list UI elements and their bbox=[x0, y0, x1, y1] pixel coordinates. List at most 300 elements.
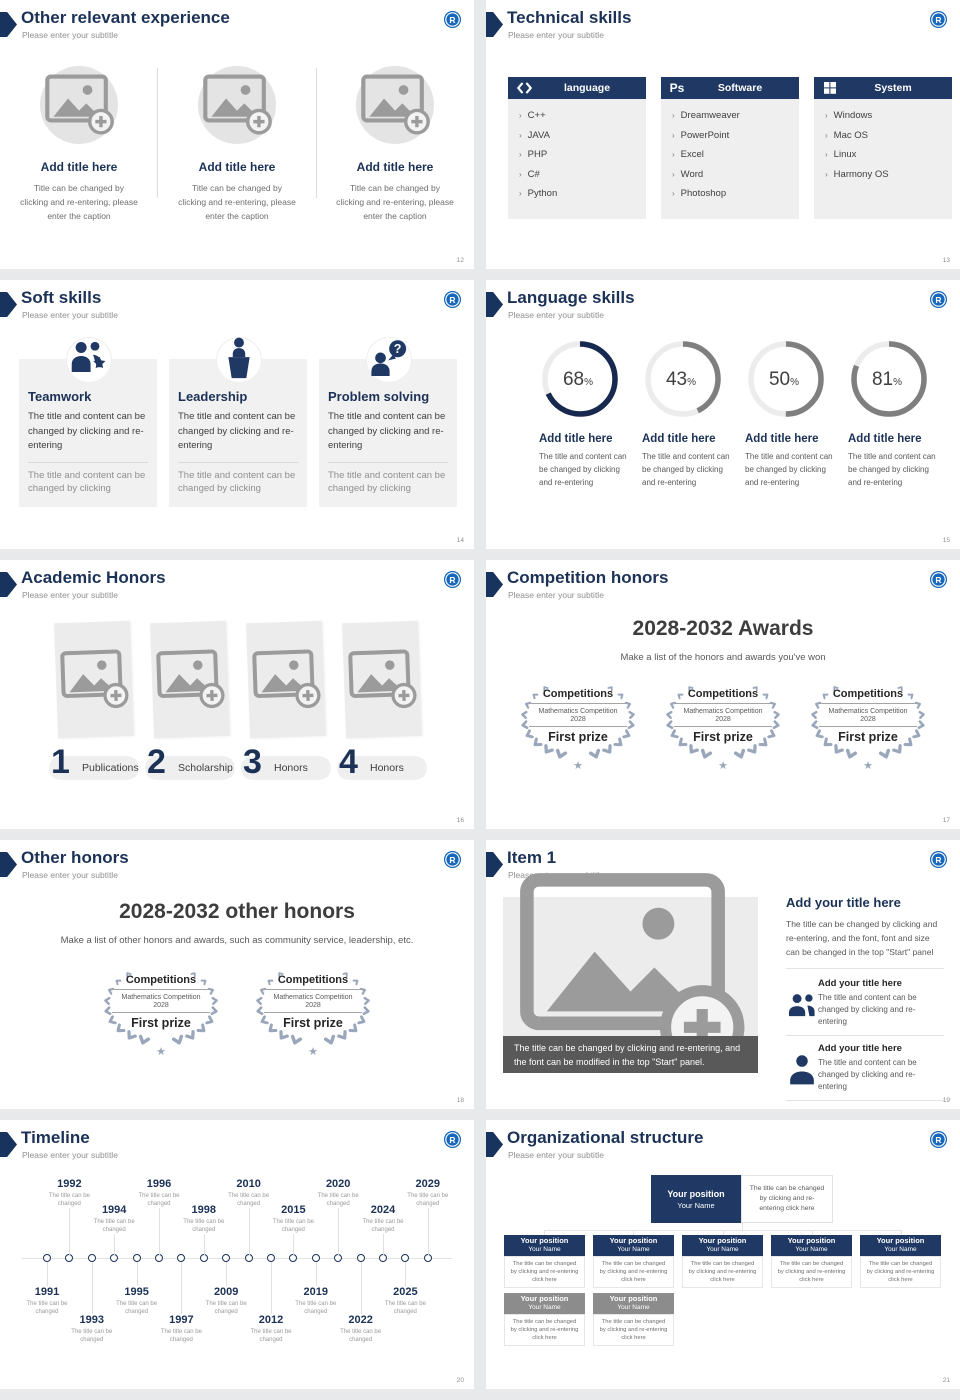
timeline bbox=[22, 1168, 452, 1380]
title-arrow-icon bbox=[486, 572, 503, 597]
timeline-dot bbox=[177, 1254, 185, 1262]
badge-texts bbox=[674, 688, 772, 744]
badge-prize: First prize bbox=[283, 1016, 343, 1030]
skill-column bbox=[814, 77, 952, 219]
card-icon-circle bbox=[216, 337, 262, 383]
list-item-label: Dreamweaver bbox=[680, 110, 740, 121]
bullet-icon: › bbox=[519, 150, 522, 159]
timeline-year: 1996 bbox=[146, 1178, 172, 1190]
org-name-label: Your Name bbox=[706, 1246, 739, 1254]
feature-item bbox=[786, 978, 944, 1028]
slide-technical-skills[interactable] bbox=[486, 0, 960, 269]
title-arrow-icon bbox=[486, 852, 503, 877]
svg-text:43%: 43% bbox=[665, 369, 696, 390]
feature-texts bbox=[818, 978, 944, 1028]
title-arrow-icon bbox=[0, 852, 17, 877]
badge-year: 2028 bbox=[529, 716, 627, 727]
list-item-label: Excel bbox=[680, 149, 704, 160]
image-placeholder[interactable] bbox=[503, 897, 758, 1036]
list-item-label: Mac OS bbox=[833, 129, 868, 141]
page-number: 19 bbox=[942, 1097, 950, 1104]
card-title: Problem solving bbox=[328, 389, 430, 404]
org-name-label: Your Name bbox=[795, 1246, 828, 1254]
bullet-icon: › bbox=[825, 169, 828, 179]
donut-chart bbox=[731, 338, 834, 489]
card-icon bbox=[217, 336, 261, 385]
badge-year: 2028 bbox=[674, 716, 772, 727]
bullet-icon: › bbox=[672, 111, 675, 120]
donut-chart bbox=[834, 338, 937, 489]
feature-icon bbox=[786, 978, 818, 1028]
timeline-dot bbox=[133, 1254, 141, 1262]
badge-label: Competitions bbox=[529, 688, 627, 704]
svg-text:50%: 50% bbox=[768, 369, 799, 390]
item-caption: Title can be changed by clicking and re-entering, please enter the caption bbox=[336, 183, 454, 221]
badge-prize: First prize bbox=[838, 730, 898, 744]
slide-subtitle: Please enter your subtitle bbox=[508, 310, 604, 320]
image-placeholder-icon bbox=[198, 68, 276, 141]
honor-number: 1 bbox=[51, 743, 70, 781]
image-placeholder-icon bbox=[40, 68, 118, 141]
timeline-caption: The title can be changed bbox=[228, 1193, 270, 1207]
card-icon-circle bbox=[66, 337, 112, 383]
timeline-caption: The title can be changed bbox=[116, 1301, 158, 1315]
timeline-event bbox=[87, 1204, 141, 1234]
card-text-secondary: The title and content can be changed by clicking bbox=[178, 469, 296, 494]
brand-logo: R bbox=[930, 1131, 947, 1148]
donut-chart bbox=[628, 338, 731, 489]
divider bbox=[786, 1100, 944, 1101]
slide-timeline[interactable] bbox=[0, 1120, 474, 1389]
badge-year: 2028 bbox=[819, 716, 917, 727]
svg-text:?: ? bbox=[393, 341, 402, 356]
org-position-label: Your position bbox=[520, 1235, 569, 1245]
org-box-body: The title can be changed by clicking and re-entering click here bbox=[504, 1314, 585, 1346]
org-box-body: The title can be changed by clicking and re-entering click here bbox=[504, 1256, 585, 1288]
org-box bbox=[771, 1235, 852, 1288]
honor-label bbox=[241, 743, 331, 781]
org-box-header bbox=[682, 1235, 763, 1256]
timeline-axis bbox=[22, 1258, 452, 1259]
image-placeholder-icon bbox=[151, 642, 229, 716]
badge-prize: First prize bbox=[693, 730, 753, 744]
donut-title: Add title here bbox=[642, 433, 716, 445]
item-title: Add title here bbox=[356, 160, 434, 174]
slide-subtitle: Please enter your subtitle bbox=[22, 590, 118, 600]
feature-item bbox=[786, 1043, 944, 1093]
org-box-header bbox=[860, 1235, 941, 1256]
bullet-icon: › bbox=[672, 169, 675, 179]
timeline-year: 1992 bbox=[57, 1178, 82, 1190]
svg-text:★: ★ bbox=[156, 1046, 166, 1058]
bullet-icon: › bbox=[672, 150, 675, 159]
org-box bbox=[504, 1235, 585, 1288]
image-placeholder-icon bbox=[247, 642, 325, 716]
brand-logo: R bbox=[444, 11, 461, 28]
slide-academic-honors[interactable] bbox=[0, 560, 474, 829]
soft-skill-cards bbox=[19, 337, 457, 507]
slide-item-1[interactable] bbox=[486, 840, 960, 1109]
column-list bbox=[508, 99, 646, 219]
page-number: 15 bbox=[942, 537, 950, 544]
timeline-year: 2022 bbox=[348, 1314, 373, 1326]
list-item-label: Linux bbox=[833, 149, 857, 160]
list-item bbox=[672, 110, 799, 121]
donut-ring-chart bbox=[642, 338, 724, 420]
list-item-label: PowerPoint bbox=[680, 129, 730, 141]
timeline-caption: The title can be changed bbox=[272, 1219, 314, 1233]
org-box-body: The title can be changed by clicking and re-entering click here bbox=[682, 1256, 763, 1288]
timeline-year: 1994 bbox=[101, 1204, 127, 1216]
timeline-event bbox=[65, 1314, 119, 1344]
timeline-caption: The title can be changed bbox=[160, 1329, 202, 1343]
skill-columns bbox=[508, 77, 952, 219]
image-caption: The title can be changed by clicking and re-entering, and the font can be modified in the top "Start" panel. bbox=[503, 1036, 758, 1073]
org-box-body: The title can be changed by clicking and re-entering click here bbox=[771, 1256, 852, 1288]
list-item-label: Python bbox=[527, 188, 558, 199]
soft-skill-card bbox=[169, 359, 307, 507]
slide-subtitle: Please enter your subtitle bbox=[22, 1150, 118, 1160]
slide-title: Academic Honors bbox=[21, 568, 166, 587]
badge-event: Mathematics Competition bbox=[828, 708, 908, 715]
badge-event: Mathematics Competition bbox=[538, 708, 618, 715]
badge-year: 2028 bbox=[112, 1002, 210, 1013]
item-caption: Title can be changed by clicking and re-entering, please enter the caption bbox=[178, 183, 296, 221]
org-box-header bbox=[504, 1293, 585, 1314]
org-box bbox=[504, 1293, 585, 1346]
timeline-event bbox=[401, 1178, 455, 1208]
image-placeholder-card[interactable] bbox=[342, 621, 422, 739]
page-number: 20 bbox=[456, 1377, 464, 1384]
svg-text:★: ★ bbox=[863, 760, 873, 772]
svg-text:68%: 68% bbox=[562, 369, 593, 390]
column-header bbox=[661, 77, 799, 99]
org-name-label: Your Name bbox=[884, 1246, 917, 1254]
card-text-secondary: The title and content can be changed by clicking bbox=[328, 469, 446, 494]
badge-label: Competitions bbox=[674, 688, 772, 704]
slide-subtitle: Please enter your subtitle bbox=[22, 310, 118, 320]
bullet-icon: › bbox=[519, 189, 522, 198]
skill-column bbox=[661, 77, 799, 219]
slide-subtitle: Please enter your subtitle bbox=[508, 30, 604, 40]
timeline-caption: The title can be changed bbox=[205, 1301, 247, 1315]
award-badge bbox=[514, 679, 642, 781]
org-root-position bbox=[651, 1175, 741, 1223]
brand-logo: R bbox=[444, 851, 461, 868]
slide-subtitle: Please enter your subtitle bbox=[508, 1150, 604, 1160]
slide-title: Technical skills bbox=[507, 8, 632, 27]
column-list bbox=[814, 99, 952, 219]
badge-label: Competitions bbox=[264, 974, 362, 990]
honor-number: 2 bbox=[147, 743, 166, 781]
title-arrow-icon bbox=[486, 1132, 503, 1157]
divider bbox=[328, 462, 448, 463]
slide-title: Organizational structure bbox=[507, 1128, 704, 1147]
card-text: The title and content can be changed by clicking and re-entering bbox=[328, 411, 446, 451]
slide-title: Language skills bbox=[507, 288, 635, 307]
slide-title: Item 1 bbox=[507, 848, 557, 867]
slide-title: Other relevant experience bbox=[21, 8, 230, 27]
award-badges bbox=[486, 679, 960, 781]
award-badge bbox=[804, 679, 932, 781]
column-title: Software bbox=[717, 82, 763, 94]
column-header bbox=[814, 77, 952, 99]
timeline-event bbox=[334, 1314, 388, 1344]
card-title: Leadership bbox=[178, 389, 248, 404]
bullet-icon: › bbox=[825, 111, 828, 120]
org-box-header bbox=[593, 1235, 674, 1256]
slide-other-honors[interactable] bbox=[0, 840, 474, 1109]
org-box bbox=[593, 1235, 674, 1288]
experience-items bbox=[0, 52, 474, 223]
donut-ring-chart bbox=[848, 338, 930, 420]
slide-title: Other honors bbox=[21, 848, 129, 867]
list-item bbox=[672, 149, 799, 160]
timeline-caption: The title can be changed bbox=[183, 1219, 225, 1233]
title-arrow-icon bbox=[486, 292, 503, 317]
badge-year: 2028 bbox=[264, 1002, 362, 1013]
donut-charts bbox=[525, 338, 937, 489]
donut-ring-chart bbox=[539, 338, 621, 420]
timeline-caption: The title can be changed bbox=[295, 1301, 337, 1315]
honor-label bbox=[49, 743, 139, 781]
soft-skill-card bbox=[319, 341, 457, 507]
image-placeholder-icon bbox=[343, 642, 421, 716]
timeline-dot bbox=[43, 1254, 51, 1262]
timeline-event bbox=[356, 1204, 410, 1234]
honor-number: 4 bbox=[339, 743, 358, 781]
org-root-note: The title can be changed by clicking and re-entering click here bbox=[741, 1175, 833, 1223]
timeline-caption: The title can be changed bbox=[71, 1329, 113, 1343]
timeline-caption: The title can be changed bbox=[26, 1301, 68, 1315]
bullet-icon: › bbox=[519, 130, 522, 140]
timeline-event bbox=[244, 1314, 298, 1344]
list-item-label: Word bbox=[680, 168, 704, 180]
org-name-label: Your Name bbox=[528, 1246, 561, 1254]
donut-caption: The title and content can be changed by clicking and re-entering bbox=[848, 452, 936, 487]
bullet-icon: › bbox=[825, 130, 828, 140]
slide-subtitle: Please enter your subtitle bbox=[22, 30, 118, 40]
experience-item bbox=[0, 52, 158, 223]
brand-logo: R bbox=[930, 11, 947, 28]
timeline-year: 2010 bbox=[236, 1178, 261, 1190]
svg-text:★: ★ bbox=[308, 1046, 318, 1058]
page-number: 12 bbox=[456, 257, 464, 264]
page-number: 16 bbox=[456, 817, 464, 824]
timeline-dot bbox=[401, 1254, 409, 1262]
list-item-label: Windows bbox=[833, 110, 873, 121]
badge-event: Mathematics Competition bbox=[683, 708, 763, 715]
timeline-caption: The title can be changed bbox=[250, 1329, 292, 1343]
org-position-label: Your position bbox=[698, 1235, 747, 1245]
column-title: System bbox=[874, 82, 912, 94]
title-arrow-icon bbox=[486, 12, 503, 37]
honor-photo-cards bbox=[46, 622, 430, 737]
donut-caption: The title and content can be changed by clicking and re-entering bbox=[642, 452, 730, 487]
badge-prize: First prize bbox=[131, 1016, 191, 1030]
timeline-year: 2015 bbox=[281, 1204, 306, 1216]
timeline-dot bbox=[88, 1254, 96, 1262]
card-icon-circle bbox=[366, 337, 412, 383]
divider bbox=[786, 1035, 944, 1036]
timeline-caption: The title can be changed bbox=[340, 1329, 382, 1343]
timeline-year: 2024 bbox=[370, 1204, 396, 1216]
timeline-dot bbox=[312, 1254, 320, 1262]
svg-text:81%: 81% bbox=[871, 369, 902, 390]
badge-event: Mathematics Competition bbox=[121, 994, 201, 1001]
slide-title: Timeline bbox=[21, 1128, 90, 1147]
org-position-label: Your position bbox=[787, 1235, 836, 1245]
feature-text: The title and content can be changed by clicking and re-entering bbox=[818, 1058, 917, 1091]
org-box-body: The title can be changed by clicking and re-entering click here bbox=[593, 1314, 674, 1346]
org-box bbox=[682, 1235, 763, 1288]
column-header bbox=[508, 77, 646, 99]
title-arrow-icon bbox=[0, 292, 17, 317]
slide-subtitle: Please enter your subtitle bbox=[22, 870, 118, 880]
list-item bbox=[519, 130, 646, 141]
card-text-secondary: The title and content can be changed by clicking bbox=[28, 469, 146, 494]
honor-labels bbox=[46, 743, 430, 781]
section-subheading: Make a list of the honors and awards you've won bbox=[620, 652, 826, 663]
org-box-header bbox=[504, 1235, 585, 1256]
divider bbox=[178, 462, 298, 463]
title-arrow-icon bbox=[0, 1132, 17, 1157]
org-name-label: Your Name bbox=[528, 1304, 561, 1312]
badge-texts bbox=[819, 688, 917, 744]
list-item bbox=[825, 130, 952, 141]
award-badge bbox=[659, 679, 787, 781]
org-root-box bbox=[651, 1175, 833, 1223]
slide-other-relevant-experience[interactable] bbox=[0, 0, 474, 269]
timeline-year: 1995 bbox=[124, 1286, 149, 1298]
column-title: language bbox=[563, 82, 611, 94]
timeline-event bbox=[20, 1286, 74, 1316]
donut-ring-chart bbox=[745, 338, 827, 420]
bullet-icon: › bbox=[519, 111, 522, 120]
timeline-caption: The title can be changed bbox=[317, 1193, 359, 1207]
org-position-label: Your position bbox=[609, 1235, 658, 1245]
org-row-secondary bbox=[504, 1293, 674, 1346]
org-box-header bbox=[771, 1235, 852, 1256]
timeline-caption: The title can be changed bbox=[48, 1193, 90, 1207]
card-icon bbox=[367, 339, 411, 382]
timeline-caption: The title can be changed bbox=[362, 1219, 404, 1233]
list-item bbox=[825, 110, 952, 121]
donut-title: Add title here bbox=[848, 433, 922, 445]
org-box bbox=[860, 1235, 941, 1288]
timeline-event bbox=[266, 1204, 320, 1234]
org-name-label: Your Name bbox=[677, 1200, 715, 1210]
list-item-label: C# bbox=[527, 168, 540, 180]
slide-soft-skills[interactable] bbox=[0, 280, 474, 549]
section-heading: 2028-2032 Awards bbox=[632, 617, 814, 640]
feature-block bbox=[786, 978, 944, 1036]
slide-organizational-structure[interactable] bbox=[486, 1120, 960, 1389]
timeline-year: 1998 bbox=[191, 1204, 217, 1216]
honor-name: Honors bbox=[274, 762, 308, 774]
brand-logo: R bbox=[444, 1131, 461, 1148]
column-list bbox=[661, 99, 799, 219]
item-title: Add title here bbox=[198, 160, 276, 174]
org-position-label: Your position bbox=[667, 1188, 725, 1199]
card-text: The title and content can be changed by clicking and re-entering bbox=[28, 411, 146, 451]
slide-title: Competition honors bbox=[507, 568, 669, 587]
column-icon: Ps bbox=[669, 81, 685, 95]
brand-logo: R bbox=[444, 571, 461, 588]
feature-title: Add your title here bbox=[818, 1043, 902, 1054]
page-number: 17 bbox=[942, 817, 950, 824]
image-placeholder[interactable] bbox=[40, 66, 118, 144]
divider bbox=[786, 968, 944, 969]
timeline-event bbox=[110, 1286, 164, 1316]
timeline-event bbox=[289, 1286, 343, 1316]
column-icon bbox=[508, 82, 540, 94]
honor-name: Publications bbox=[82, 762, 139, 774]
slide-competition-honors[interactable] bbox=[486, 560, 960, 829]
image-placeholder[interactable] bbox=[198, 66, 276, 144]
side-text: The title can be changed by clicking and re-entering, and the font, font and size can be changed in the top "Start" panel bbox=[786, 919, 938, 957]
brand-logo: R bbox=[930, 291, 947, 308]
award-badge bbox=[249, 965, 377, 1067]
donut-caption: The title and content can be changed by clicking and re-entering bbox=[745, 452, 833, 487]
org-name-label: Your Name bbox=[617, 1304, 650, 1312]
title-arrow-icon bbox=[0, 12, 17, 37]
page-number: 21 bbox=[942, 1377, 950, 1384]
org-position-label: Your position bbox=[520, 1293, 569, 1303]
timeline-year: 2025 bbox=[393, 1286, 418, 1298]
feature-block bbox=[786, 1043, 944, 1101]
slide-subtitle: Please enter your subtitle bbox=[508, 590, 604, 600]
timeline-caption: The title can be changed bbox=[384, 1301, 426, 1315]
org-name-label: Your Name bbox=[617, 1246, 650, 1254]
image-placeholder-card[interactable] bbox=[54, 621, 134, 739]
slide-subtitle: Please enter your subtitle bbox=[508, 870, 604, 880]
list-item-label: JAVA bbox=[527, 129, 551, 141]
list-item-label: Harmony OS bbox=[833, 168, 889, 180]
image-placeholder-card[interactable] bbox=[246, 621, 326, 739]
divider bbox=[28, 462, 148, 463]
honor-name: Scholarship bbox=[178, 762, 233, 774]
list-item bbox=[519, 188, 646, 199]
honor-number: 3 bbox=[243, 743, 262, 781]
timeline-year: 2029 bbox=[415, 1178, 441, 1190]
list-item-label: PHP bbox=[527, 149, 548, 160]
list-item bbox=[519, 110, 646, 121]
badge-texts bbox=[112, 974, 210, 1030]
feature-title: Add your title here bbox=[818, 978, 902, 989]
timeline-year: 2012 bbox=[258, 1314, 284, 1326]
timeline-dot bbox=[222, 1254, 230, 1262]
badge-prize: First prize bbox=[548, 730, 608, 744]
image-placeholder[interactable] bbox=[356, 66, 434, 144]
timeline-caption: The title can be changed bbox=[138, 1193, 180, 1207]
item-caption: Title can be changed by clicking and re-entering, please enter the caption bbox=[20, 183, 138, 221]
image-placeholder-card[interactable] bbox=[150, 621, 230, 739]
timeline-dot bbox=[357, 1254, 365, 1262]
timeline-year: 2009 bbox=[213, 1286, 239, 1298]
timeline-event bbox=[199, 1286, 253, 1316]
badge-label: Competitions bbox=[112, 974, 210, 990]
bullet-icon: › bbox=[672, 189, 675, 198]
list-item bbox=[519, 169, 646, 180]
list-item bbox=[672, 130, 799, 141]
slide-language-skills[interactable] bbox=[486, 280, 960, 549]
timeline-dot bbox=[267, 1254, 275, 1262]
org-box bbox=[593, 1293, 674, 1346]
timeline-caption: The title can be changed bbox=[93, 1219, 135, 1233]
side-panel bbox=[786, 895, 944, 1108]
slide-title: Soft skills bbox=[21, 288, 102, 307]
